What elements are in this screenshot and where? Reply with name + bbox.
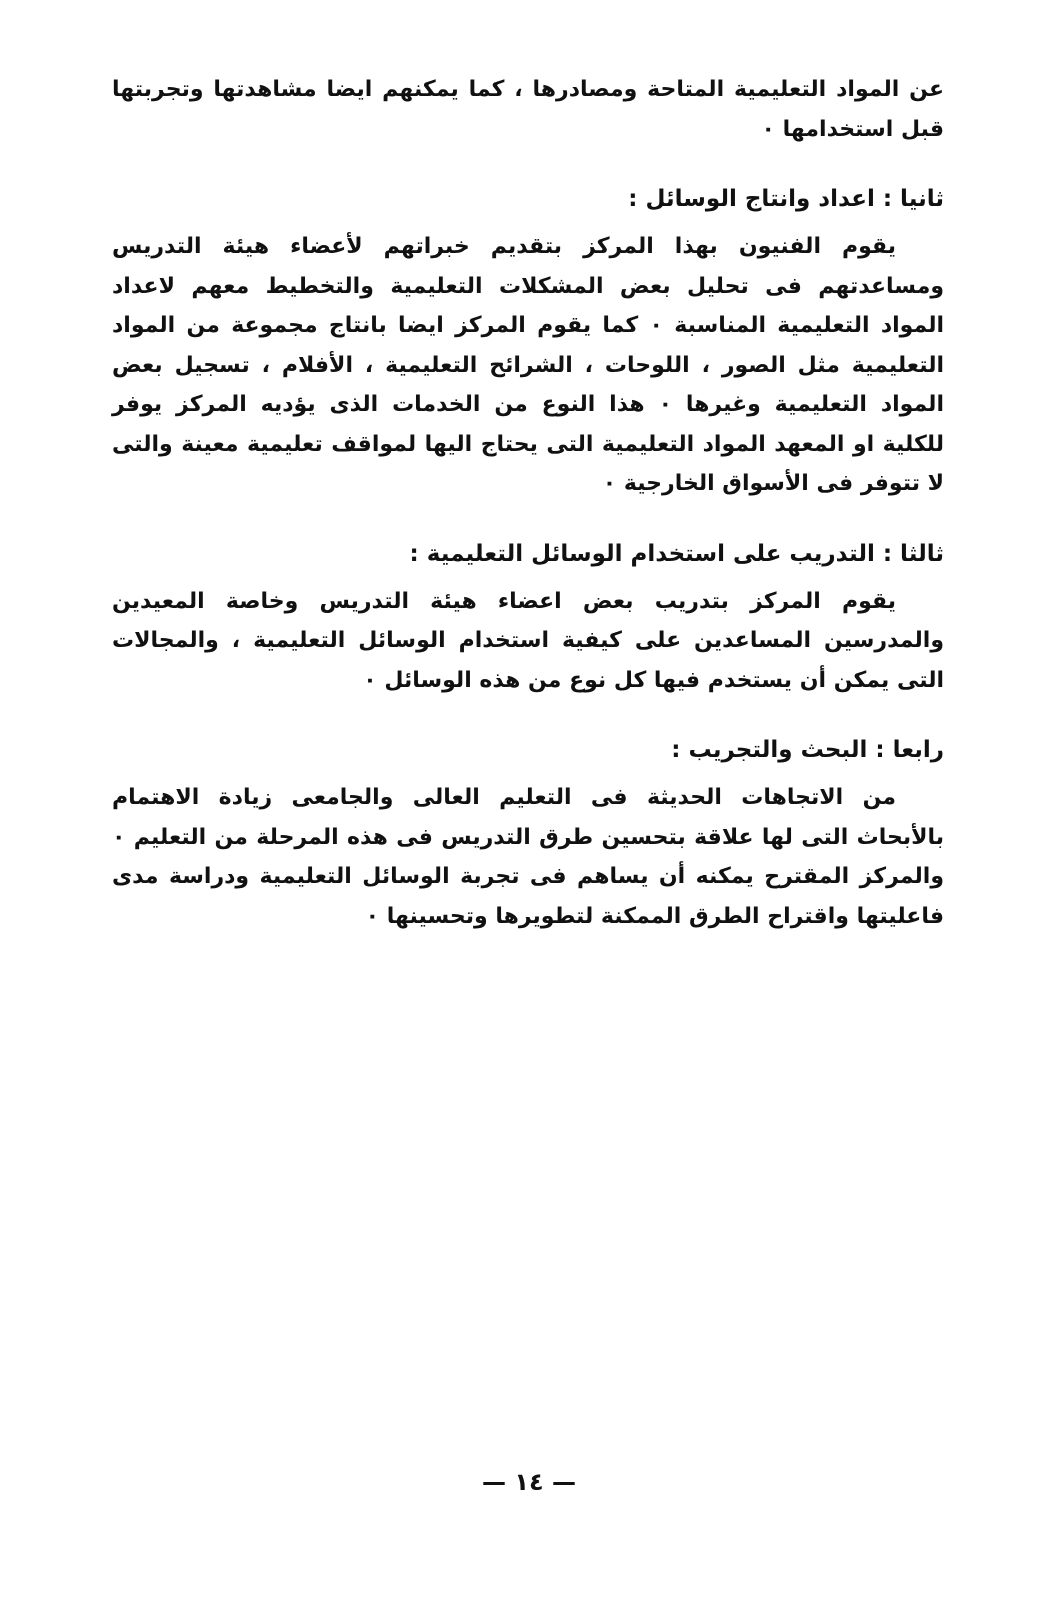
intro-paragraph: عن المواد التعليمية المتاحة ومصادرها ، كما يمكنهم ايضا مشاهدتها وتجربتها قبل استخدامها ٠ [112,77,944,142]
page-number: — ١٤ — [481,1468,576,1496]
section-heading-research: رابعا : البحث والتجريب : [671,737,944,763]
page-content [112,70,944,936]
section-heading-training: ثالثا : التدريب على استخدام الوسائل التعليمية : [409,540,944,567]
section-body-research: من الاتجاهات الحديثة فى التعليم العالى والجامعى زيادة الاهتمام بالأبحاث التى لها علاقة بتحسين طرق التدريس فى هذه المرحلة من التعليم ٠ والمركز المقترح يمكنه أن يساهم فى تجربة الوسائل التعليمية ودراسة مدى فاعليتها واقتراح الطرق الممكنة لتطويرها وتحسينها ٠ [112,785,944,929]
section-body-preparation: يقوم الفنيون بهذا المركز بتقديم خبراتهم لأعضاء هيئة التدريس ومساعدتهم فى تحليل بعض المشكلات التعليمية والتخطيط معهم لاعداد المواد التعليمية المناسبة ٠ كما يقوم المركز ايضا بانتاج مجموعة من المواد التعليمية مثل الصور ، اللوحات ، الشرائح التعليمية ، الأفلام ، تسجيل بعض المواد التعليمية وغيرها ٠ هذا النوع من الخدمات الذى يؤديه المركز يوفر للكلية او المعهد المواد التعليمية التى يحتاج اليها لمواقف تعليمية معينة والتى لا تتوفر فى الأسواق الخارجية ٠ [112,234,945,496]
section-heading-preparation: ثانيا : اعداد وانتاج الوسائل : [628,186,944,212]
section-body-training: يقوم المركز بتدريب بعض اعضاء هيئة التدريس وخاصة المعيدين والمدرسين المساعدين على كيفية استخدام الوسائل التعليمية ، والمجالات التى يمكن أن يستخدم فيها كل نوع من هذه الوسائل ٠ [112,588,944,693]
